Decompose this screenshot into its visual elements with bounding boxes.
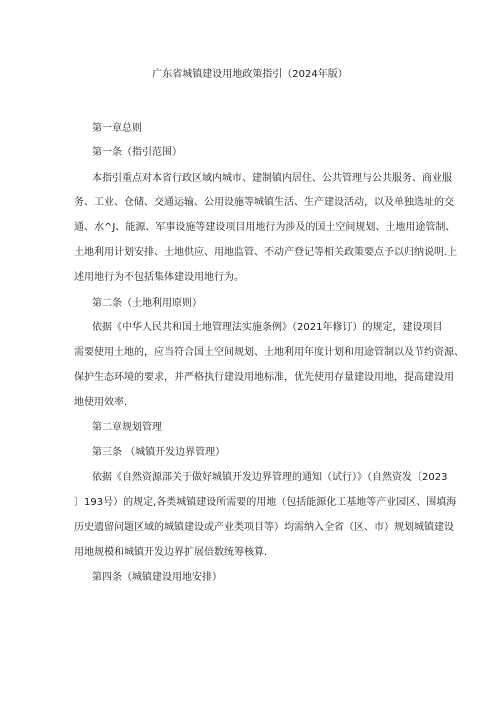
chapter-2-heading: 第二章规划管理	[92, 422, 162, 433]
article-3-heading: 第三条 （城镇开发边界管理）	[92, 447, 226, 458]
article-1-line: 务、工业、仓储、交通运输、公用设施等城镇生活、生产建设活动，以及单独选址的交	[74, 197, 454, 208]
article-2-line: 需要使用土地的，应当符合国土空间规划、土地利用年度计划和用途管制以及节约资源、	[74, 347, 464, 358]
article-3-line: 用地规模和城镇开发边界扩展倍数统筹核算.	[74, 547, 268, 558]
article-1-line: 土地利用计划安排、土地供应、用地监管、不动产登记等相关政策要点予以归纳说明.上	[74, 247, 458, 258]
article-1-line: 本指引重点对本省行政区域内城市、建制镇内居住、公共管理与公共服务、商业服	[92, 173, 452, 184]
article-4-heading: 第四条（城镇建设用地安排）	[92, 572, 222, 583]
article-2-line: 依据《中华人民共和国土地管理法实施条例》（2021年修订）的规定，建设项目	[92, 322, 443, 333]
article-2-line: 保护生态环境的要求，并严格执行建设用地标准，优先使用存量建设用地，提高建设用	[74, 372, 454, 383]
article-2-line: 地使用效率.	[74, 397, 128, 408]
article-3-line: 历史遗留问题区域的城镇建设或产业类项目等）均需纳入全省（区、市）规划城镇建设	[74, 522, 454, 533]
article-1-heading: 第一条（指引范围）	[92, 147, 182, 158]
chapter-1-heading: 第一章总则	[92, 123, 142, 134]
article-3-line: 〕193号）的规定,各类城镇建设所需要的用地（包括能源化工基地等产业园区、围填海	[74, 497, 457, 508]
article-1-line: 通、水^J、能源、军事设施等建设项目用地行为涉及的国土空间规划、土地用途管制、	[74, 222, 456, 233]
article-2-heading: 第二条（土地利用原则）	[92, 298, 202, 309]
article-3-line: 依据《自然资源部关于做好城镇开发边界管理的通知（试行）》（自然资发〔2023	[92, 472, 448, 483]
article-1-line: 述用地行为不包括集体建设用地行为。	[74, 272, 244, 283]
document-title: 广东省城镇建设用地政策指引（2024年版）	[152, 69, 348, 80]
